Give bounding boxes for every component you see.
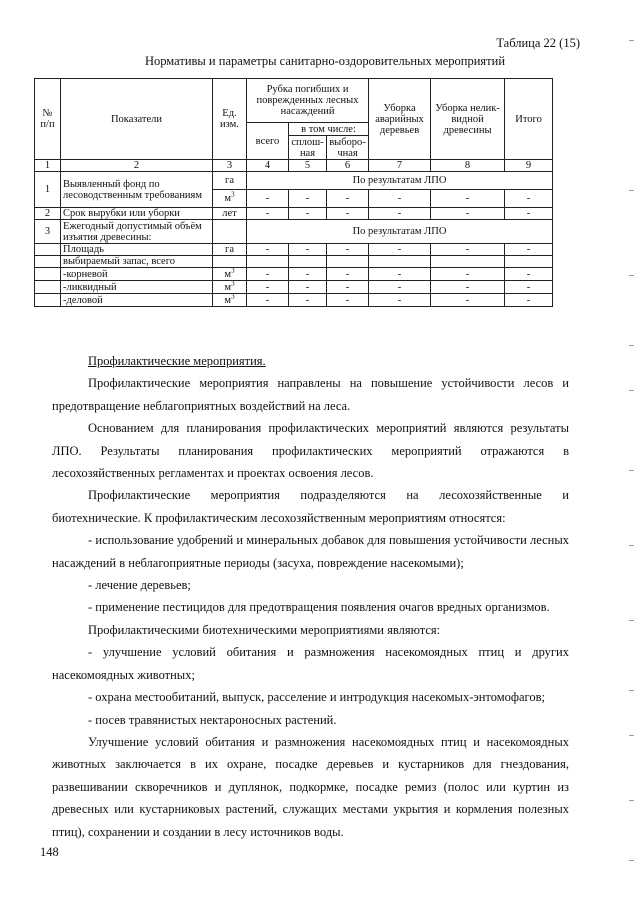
header-sum: Итого — [505, 79, 553, 160]
row-unit: $м^3$ — [213, 268, 247, 281]
row-cell: - — [369, 281, 431, 294]
row-num — [35, 294, 61, 307]
table-row — [35, 220, 553, 244]
row-num — [35, 244, 61, 256]
paragraph: Профилактическими биотехническими мероприятиями являются: — [88, 622, 441, 637]
paragraph: - применение пестицидов для предотвращения появления очагов вредных организмов. — [88, 600, 550, 615]
col-number: 6 — [327, 160, 369, 172]
row-cell — [431, 256, 505, 268]
header-clear: сплош-ная — [289, 136, 327, 160]
paragraph: - лечение деревьев; — [88, 578, 191, 593]
row-cell: - — [327, 294, 369, 307]
row-unit — [213, 220, 247, 244]
row-cell: - — [247, 294, 289, 307]
row-cell — [505, 256, 553, 268]
header-unit: Ед. изм. — [213, 79, 247, 160]
row-cell: - — [289, 190, 327, 208]
row-cell — [369, 256, 431, 268]
row-num — [35, 281, 61, 294]
row-name: -корневой — [61, 268, 213, 281]
row-cell: - — [327, 268, 369, 281]
paragraph: Улучшение условий обитания и размножения насекомоядных птиц и насекомоядных животных заключается в их охране, посадке деревьев и кустарников для гнездования, развешивании скворечников и дуплянок, подкормке, посадке ремиз (полос или куртин из древесных или кустарниковых растений, служащих местами укрытия и кормления полезных птиц), сохранении и создании в лесу источников воды. — [52, 734, 569, 839]
row-cell: - — [289, 208, 327, 220]
header-illiquid: Уборка нелик-видной древесины — [431, 79, 505, 160]
paragraph: - улучшение условий обитания и размножения насекомоядных птиц и других насекомоядных животных; — [52, 645, 569, 682]
col-number: 8 — [431, 160, 505, 172]
table-col-numbers-row — [35, 160, 553, 172]
paragraph: - использование удобрений и минеральных добавок для повышения устойчивости лесных насаждений в неблагоприятные периоды (засуха, повреждение насекомыми); — [52, 533, 569, 570]
row-note: По результатам ЛПО — [247, 220, 553, 244]
row-cell: - — [327, 190, 369, 208]
row-cell: - — [289, 268, 327, 281]
section-heading: Профилактические мероприятия. — [88, 354, 266, 368]
col-number: 4 — [247, 160, 289, 172]
table-row — [35, 172, 553, 190]
paragraph: Основанием для планирования профилактических мероприятий являются результаты ЛПО. Результаты планирования профилактических мероприятий отражаются в лесохозяйственных регламентах и проектах освоения лесов. — [52, 421, 569, 481]
row-num: 2 — [35, 208, 61, 220]
row-note: По результатам ЛПО — [247, 172, 553, 190]
scan-mark — [629, 620, 634, 621]
row-cell: - — [431, 281, 505, 294]
row-cell: - — [505, 281, 553, 294]
row-num: 1 — [35, 172, 61, 208]
row-cell: - — [505, 208, 553, 220]
scan-mark — [629, 860, 634, 861]
col-number: 2 — [61, 160, 213, 172]
row-cell: - — [431, 244, 505, 256]
row-name: Ежегодный допустимый объём изъятия древесины: — [61, 220, 213, 244]
row-cell: - — [431, 268, 505, 281]
table-row — [35, 294, 553, 307]
row-cell: - — [369, 294, 431, 307]
row-cell: - — [289, 294, 327, 307]
row-cell: - — [369, 190, 431, 208]
row-num: 3 — [35, 220, 61, 244]
row-cell: - — [369, 244, 431, 256]
row-cell: - — [247, 190, 289, 208]
row-num — [35, 268, 61, 281]
row-cell: - — [247, 244, 289, 256]
body-text — [52, 350, 569, 843]
table-row — [35, 281, 553, 294]
row-cell: - — [247, 281, 289, 294]
row-cell: - — [327, 244, 369, 256]
row-cell — [327, 256, 369, 268]
row-unit: лет — [213, 208, 247, 220]
row-num — [35, 256, 61, 268]
row-unit — [213, 256, 247, 268]
col-number: 5 — [289, 160, 327, 172]
scan-mark — [629, 390, 634, 391]
row-name: Выявленный фонд по лесоводственным требованиям — [61, 172, 213, 208]
row-cell: - — [327, 208, 369, 220]
table-row — [35, 208, 553, 220]
scan-mark — [629, 690, 634, 691]
row-cell — [247, 256, 289, 268]
row-name: -деловой — [61, 294, 213, 307]
page-number: 148 — [40, 845, 59, 859]
row-unit: $м^3$ — [213, 281, 247, 294]
row-cell: - — [431, 208, 505, 220]
scan-mark — [629, 470, 634, 471]
col-number: 3 — [213, 160, 247, 172]
scan-mark — [629, 345, 634, 346]
table-row — [35, 256, 553, 268]
scan-mark — [629, 40, 634, 41]
row-unit: га — [213, 244, 247, 256]
table-header-row — [35, 79, 553, 123]
row-cell: - — [369, 268, 431, 281]
paragraph: Профилактические мероприятия направлены на повышение устойчивости лесов и предотвращение неблагоприятных воздействий на леса. — [52, 376, 569, 413]
paragraph: - охрана местообитаний, выпуск, расселение и интродукция насекомых-энтомофагов; — [88, 690, 545, 705]
scan-mark — [629, 190, 634, 191]
scan-mark — [629, 545, 634, 546]
scan-mark — [629, 800, 634, 801]
scan-mark — [629, 275, 634, 276]
row-name: выбираемый запас, всего — [61, 256, 213, 268]
header-incl: в том числе: — [289, 123, 369, 136]
col-number: 7 — [369, 160, 431, 172]
paragraph: Профилактические мероприятия подразделяются на лесохозяйственные и биотехнические. К профилактическим лесохозяйственным мероприятиям относятся: — [52, 488, 569, 525]
scan-mark — [629, 735, 634, 736]
header-felling: Рубка погибших и поврежденных лесных насаждений — [247, 79, 369, 123]
paragraph: - посев травянистых нектароносных растений. — [88, 712, 337, 727]
row-cell: - — [505, 268, 553, 281]
row-cell: - — [247, 268, 289, 281]
row-name: Срок вырубки или уборки — [61, 208, 213, 220]
header-total: всего — [247, 123, 289, 160]
norms-table — [34, 78, 553, 307]
row-cell: - — [505, 190, 553, 208]
header-num: № п/п — [35, 79, 61, 160]
table-title: Нормативы и параметры санитарно-оздоровительных мероприятий — [144, 54, 506, 68]
col-number: 1 — [35, 160, 61, 172]
col-number: 9 — [505, 160, 553, 172]
row-cell: - — [327, 281, 369, 294]
header-selective: выборо-чная — [327, 136, 369, 160]
row-unit: га — [213, 172, 247, 190]
row-unit: $м^3$ — [213, 190, 247, 208]
row-cell: - — [289, 281, 327, 294]
table-row — [35, 268, 553, 281]
table-label: Таблица 22 (15) — [496, 36, 580, 50]
row-cell: - — [247, 208, 289, 220]
row-cell: - — [431, 294, 505, 307]
row-cell: - — [431, 190, 505, 208]
row-cell: - — [369, 208, 431, 220]
row-cell: - — [505, 294, 553, 307]
row-cell: - — [289, 244, 327, 256]
header-emergency: Уборка аварийных деревьев — [369, 79, 431, 160]
row-name: -ликвидный — [61, 281, 213, 294]
header-indicators: Показатели — [61, 79, 213, 160]
row-unit: $м^3$ — [213, 294, 247, 307]
row-cell — [289, 256, 327, 268]
row-cell: - — [505, 244, 553, 256]
table-row — [35, 244, 553, 256]
row-name: Площадь — [61, 244, 213, 256]
